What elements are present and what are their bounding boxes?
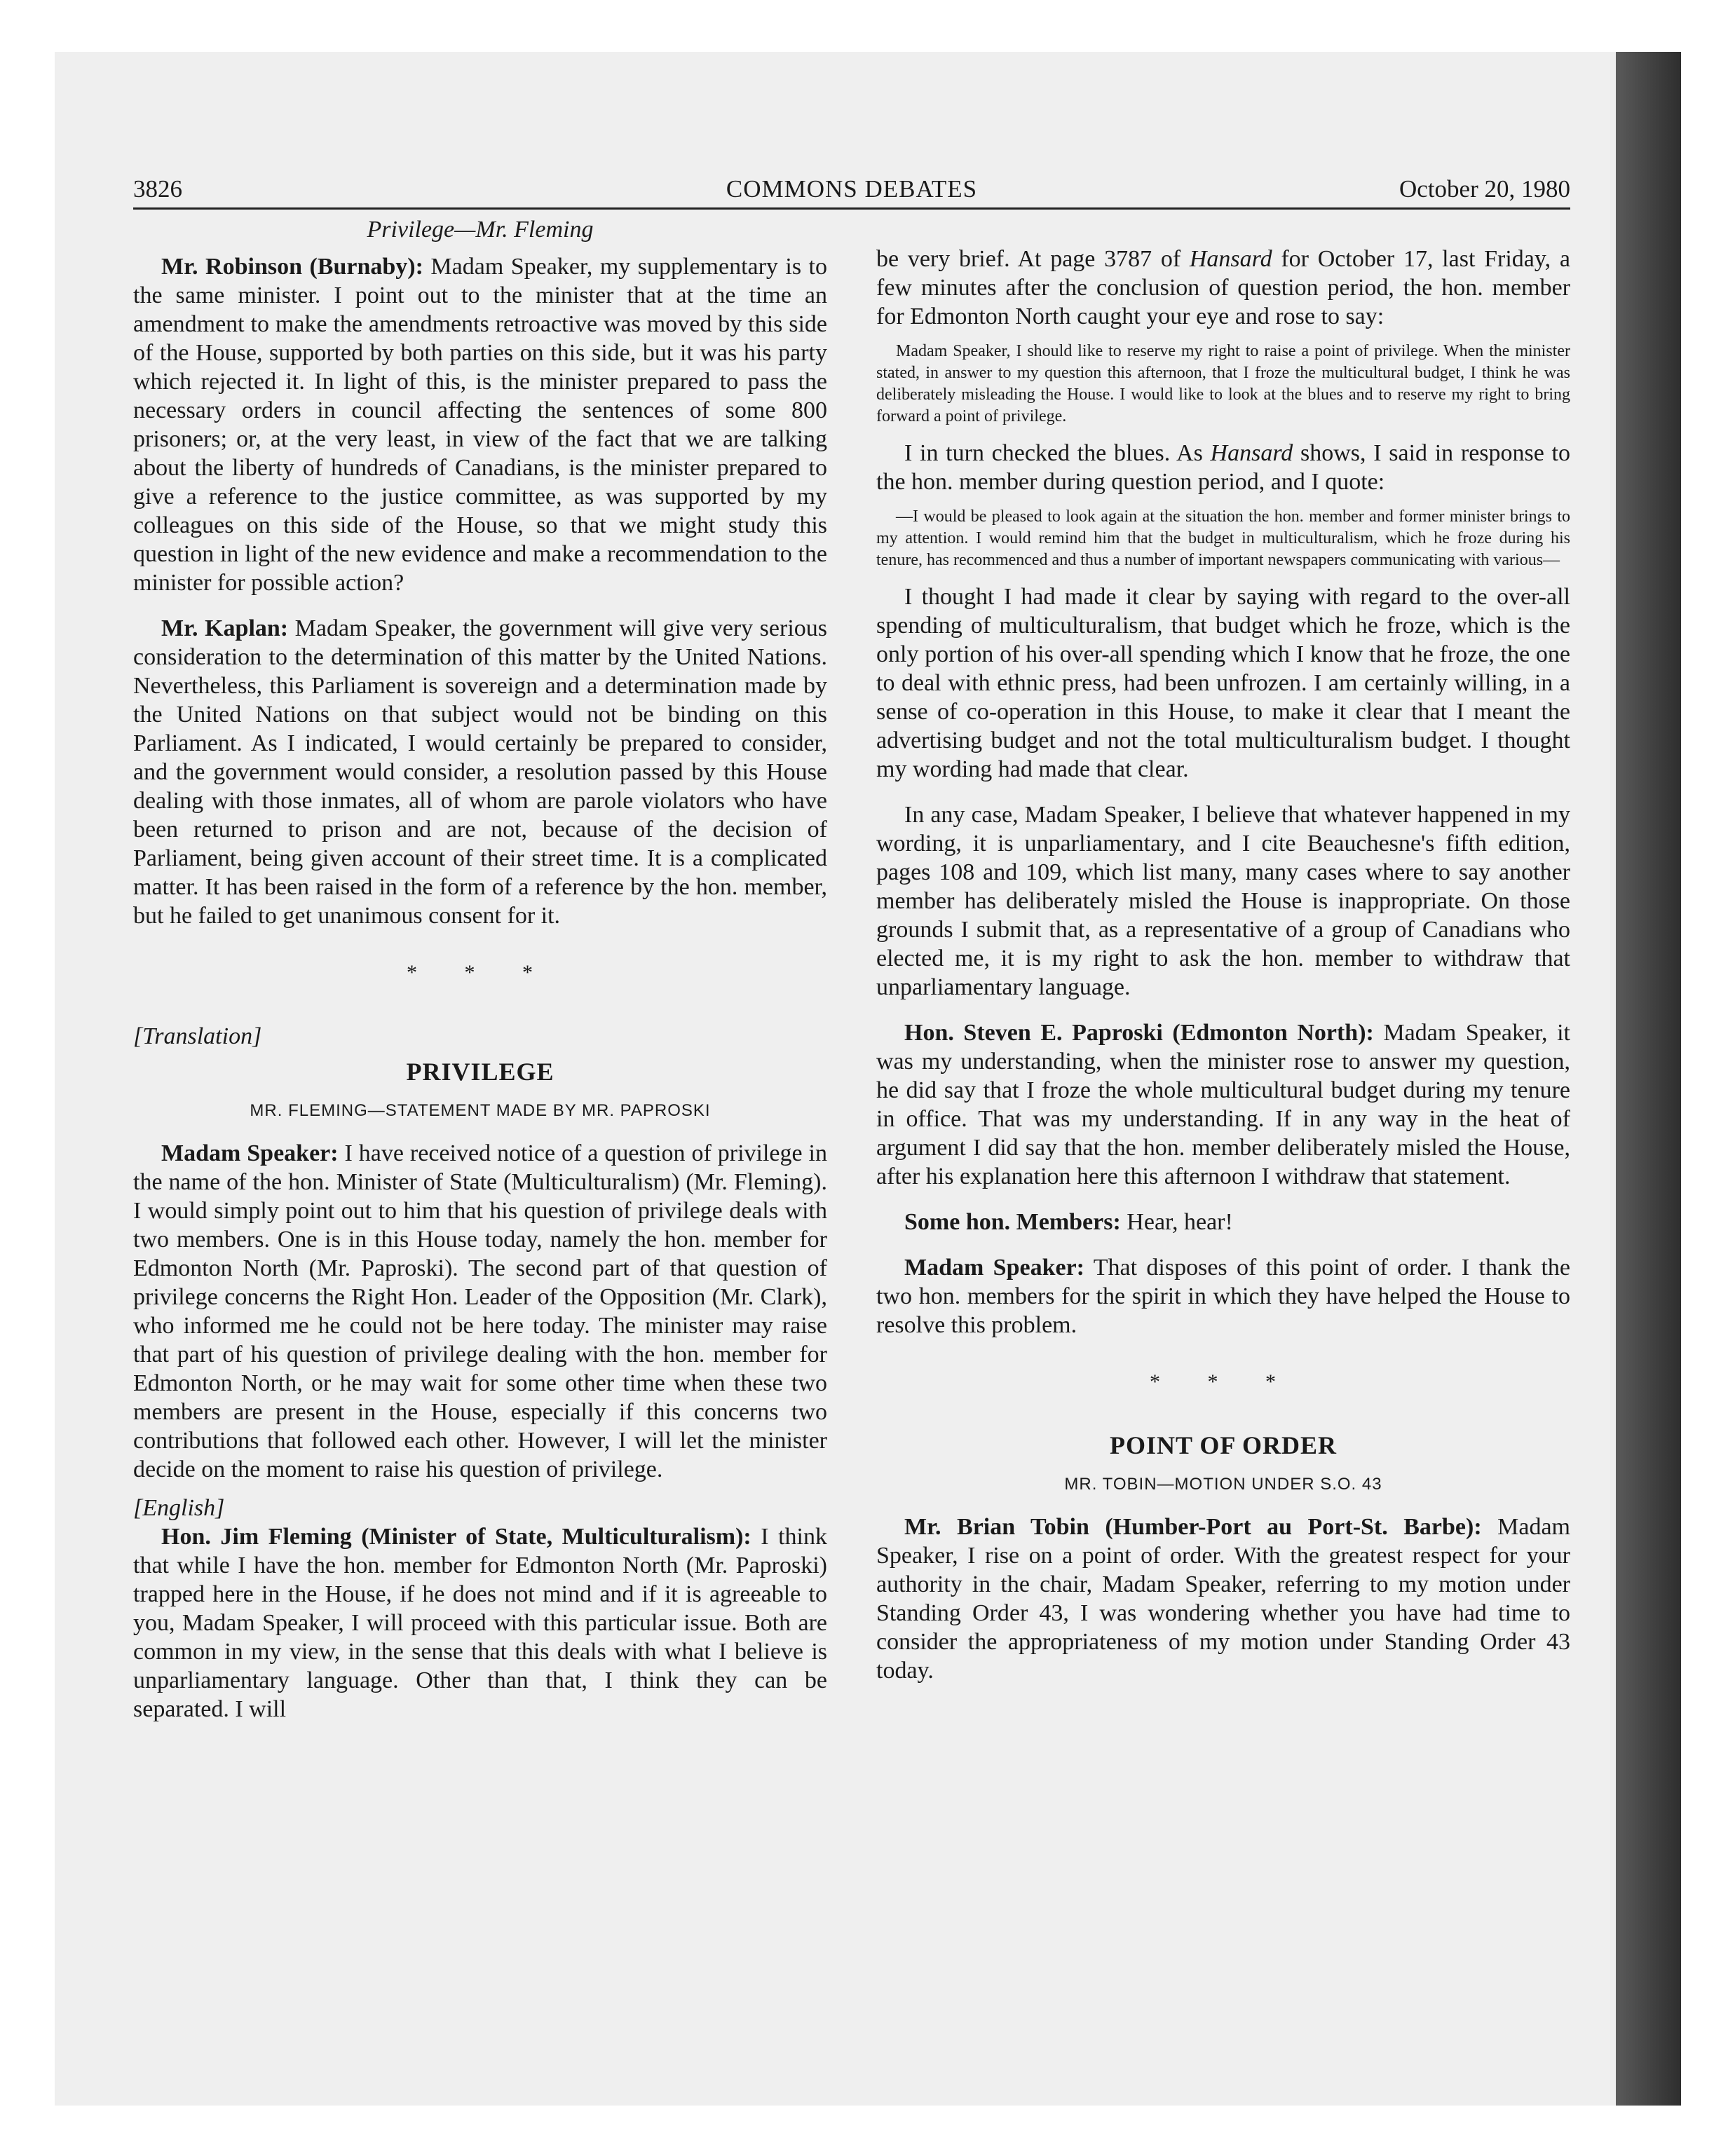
paragraph-madam-speaker-close — [876, 1253, 1570, 1339]
paragraph-text: That disposes of this point of order. I thank the two hon. members for the spirit in which they have helped the House to resolve this problem. — [876, 1255, 1570, 1338]
paragraph-blues — [876, 439, 1570, 496]
book-spine-shadow — [1616, 52, 1681, 2106]
paragraph-text: Madam Speaker, I rise on a point of order. With the greatest respect for your authority in the chair, Madam Speaker, referring to my motion under Standing Order 43, I was wondering whether you have had time to consider the appropriateness of my motion under Standing Order 43 today. — [876, 1514, 1570, 1684]
paragraph-continued — [876, 245, 1570, 331]
publication-title: COMMONS DEBATES — [726, 175, 978, 203]
page-number: 3826 — [133, 175, 182, 203]
section-separator: * * * — [407, 961, 554, 984]
speaker-name: Some hon. Members: — [904, 1209, 1121, 1235]
paragraph-text: Madam Speaker, my supplementary is to the same minister. I point out to the minister that at the time an amendment to make the amendments retroactive was moved by this side of the House, supported by both parties on this side, but it was his party which rejected it. In light of this, is the minister prepared to pass the necessary orders in council affecting the sentences of some 800 prisoners; or, at the very least, in view of the fact that we are talking about the liberty of hundreds of Canadians, is the minister prepared to give a reference to the justice committee, as was supported by my colleagues on this side of the House, so that we might study this question in light of the new evidence and make a recommendation to the minister for possible action? — [133, 254, 827, 596]
paragraph-robinson — [133, 252, 827, 597]
paragraph-text: I think that while I have the hon. member for Edmonton North (Mr. Paproski) trapped here in the House, if he does not mind and if it is agreeable to you, Madam Speaker, I will proceed with this particular issue. Both are common in my view, in the sense that this deals with what I believe is unparliamentary language. Other than that, I think they can be separated. I will — [133, 1524, 828, 1722]
speaker-name: Mr. Brian Tobin (Humber-Port au Port-St. Barbe): — [904, 1514, 1482, 1540]
paragraph-text: I in turn checked the blues. As — [904, 440, 1211, 466]
paragraph-beauchesne: In any case, Madam Speaker, I believe that whatever happened in my wording, it is unparliamentary, and I cite Beauchesne's fifth edition, pages 108 and 109, which list many, many cases where to say another member has deliberately misled the House is inappropriate. On those grounds I submit that, as a representative of a group of Canadians who elected me, it is my right to ask the hon. member to withdraw that unparliamentary language. — [876, 802, 1570, 1000]
section-separator: * * * — [1150, 1370, 1297, 1393]
paragraph-text: be very brief. At page 3787 of — [876, 246, 1190, 272]
paragraph-text: Madam Speaker, it was my understanding, when the minister rose to answer my question, he did say that I froze the whole multicultural budget during my tenure in office. That was my understanding. If in any way in the heat of argument I did say that the hon. member deliberately misled the House, after his explanation here this afternoon I withdraw that statement. — [876, 1020, 1570, 1189]
section-heading-privilege: PRIVILEGE — [406, 1058, 554, 1086]
hansard-reference: Hansard — [1210, 440, 1293, 466]
speaker-name: Madam Speaker: — [904, 1255, 1085, 1281]
paragraph-explanation: I thought I had made it clear by saying with regard to the over-all spending of multiculturalism, that budget which he froze, which is the only portion of his over-all spending which I know that he froze, the one to deal with ethnic press, had been unfrozen. I am certainly willing, in a sense of co-operation in this House, to make it clear that I meant the advertising budget and not the total multiculturalism budget. I thought my wording had made that clear. — [876, 584, 1570, 782]
block-quote: —I would be pleased to look again at the situation the hon. member and former minister brings to my attention. I would remind him that the budget in multiculturalism, which he froze during his tenure, has recommenced and thus a number of important newspapers communicating with various— — [876, 507, 1570, 569]
left-column — [133, 215, 827, 1724]
paragraph-kaplan — [133, 614, 827, 930]
section-subheading: MR. FLEMING—STATEMENT MADE BY MR. PAPROSKI — [250, 1101, 711, 1120]
english-tag: [English] — [133, 1495, 225, 1521]
speaker-name: Hon. Steven E. Paproski (Edmonton North): — [904, 1020, 1374, 1046]
paragraph-text: for October 17, last Friday, a few minutes after the conclusion of question period, the hon. member for Edmonton North caught your eye and rose to say: — [876, 246, 1570, 329]
block-quote: Madam Speaker, I should like to reserve my right to raise a point of privilege. When the minister stated, in answer to my question this afternoon, that I froze the multicultural budget, I think he was deliberately misleading the House. I would like to look at the blues and to reserve my right to bring forward a point of privilege. — [876, 342, 1570, 425]
paragraph-members — [876, 1208, 1570, 1236]
paragraph-paproski — [876, 1018, 1570, 1191]
hansard-reference: Hansard — [1189, 246, 1272, 272]
paragraph-text: I have received notice of a question of privilege in the name of the hon. Minister of State (Multiculturalism) (Mr. Fleming). I would simply point out to him that his question of privilege deals with two members. One is in this House today, namely the hon. member for Edmonton North (Mr. Paproski). The second part of that question of privilege concerns the Right Hon. Leader of the Opposition (Mr. Clark), who informed me he could not be here today. The minister may raise that part of his question of privilege dealing with the hon. member for Edmonton North, or he may wait for some other time when these two members are present in the House, especially if this concerns two contributions that followed each other. However, I will let the minister decide on the moment to raise his question of privilege. — [133, 1140, 827, 1482]
speaker-name: Mr. Robinson (Burnaby): — [161, 254, 423, 280]
speaker-name: Madam Speaker: — [161, 1140, 339, 1166]
speaker-name: Hon. Jim Fleming (Minister of State, Multiculturalism): — [161, 1524, 751, 1550]
section-subheading: MR. TOBIN—MOTION UNDER S.O. 43 — [1064, 1475, 1382, 1494]
translation-tag: [Translation] — [133, 1023, 262, 1049]
paragraph-fleming — [133, 1522, 827, 1724]
paragraph-text: Hear, hear! — [1120, 1209, 1233, 1235]
speaker-name: Mr. Kaplan: — [161, 615, 289, 641]
section-heading-point-of-order: POINT OF ORDER — [1109, 1431, 1338, 1459]
paragraph-text: shows, I said in response to the hon. member during question period, and I quote: — [876, 440, 1570, 495]
right-column — [876, 215, 1570, 1685]
page-header — [133, 165, 1570, 210]
running-title: Privilege—Mr. Fleming — [367, 217, 594, 243]
document-page — [133, 165, 1570, 2058]
publication-date: October 20, 1980 — [1399, 175, 1570, 203]
paragraph-madam-speaker — [133, 1139, 827, 1484]
paragraph-text: Madam Speaker, the government will give very serious consideration to the determination of this matter by the United Nations. Nevertheless, this Parliament is sovereign and a determination made by the United Nations on that subject would not be binding on this Parliament. As I indicated, I would certainly be prepared to consider, and the government would consider, a resolution passed by this House dealing with those inmates, all of whom are parole violators who have been returned to prison and are not, because of the decision of Parliament, being given account of their street time. It is a complicated matter. It has been raised in the form of a reference by the hon. member, but he failed to get unanimous consent for it. — [133, 615, 828, 929]
paragraph-tobin — [876, 1513, 1570, 1685]
